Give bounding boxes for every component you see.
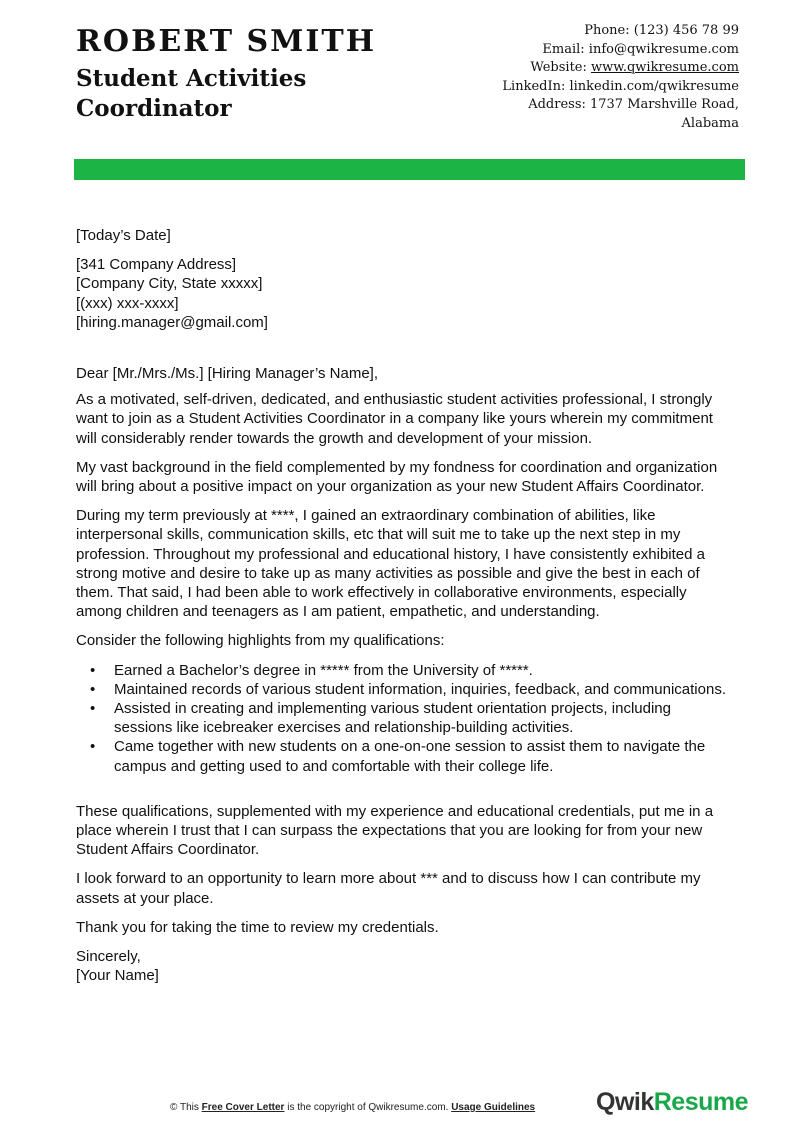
- body-paragraph: I look forward to an opportunity to learn more about *** and to discuss how I can contribute my assets at your place.: [76, 870, 701, 907]
- footer: [0, 1088, 800, 1121]
- candidate-name: ROBERT SMITH: [76, 24, 377, 59]
- qwikresume-logo: [596, 1087, 748, 1117]
- contact-linkedin: LinkedIn: linkedin.com/qwikresume: [502, 78, 739, 94]
- recipient-address-line: [341 Company Address]: [76, 256, 237, 274]
- contact-email: Email: info@qwikresume.com: [542, 41, 739, 57]
- usage-guidelines-link[interactable]: Usage Guidelines: [451, 1102, 536, 1113]
- contact-website: [439, 59, 739, 78]
- body-paragraph: My vast background in the field complemented by my fondness for coordination and organization will bring about a positive impact on your organization as your new Student Affairs Coordinator.: [76, 458, 718, 496]
- body-paragraph: These qualifications, supplemented with my experience and educational credentials, put me in a place wherein I trust that I can surpass the expectations that you are looking for from your new Student Affairs Coordinator.: [76, 802, 714, 859]
- body-paragraph: As a motivated, self-driven, dedicated, and enthusiastic student activities professional, I strongly want to join as a Student Activities Coordinator in a company like yours wherein my commitment will considerably render towards the growth and development of your mission.: [76, 391, 713, 447]
- list-item: [76, 737, 728, 775]
- bullet-icon: •: [90, 700, 96, 718]
- free-cover-letter-link[interactable]: Free Cover Letter: [201, 1102, 285, 1113]
- copyright-middle: is the copyright of Qwikresume.com.: [284, 1102, 452, 1113]
- highlights-intro: Consider the following highlights from my qualifications:: [76, 632, 445, 650]
- job-title: Student Activities Coordinator: [76, 65, 307, 122]
- list-item: [76, 661, 728, 680]
- salutation: Dear [Mr./Mrs./Ms.] [Hiring Manager’s Name],: [76, 365, 379, 383]
- list-item: [76, 680, 728, 699]
- contact-block: [439, 22, 739, 133]
- bullet-icon: •: [90, 680, 96, 698]
- letter-body: [76, 226, 728, 986]
- copyright-notice: [170, 1101, 535, 1115]
- letter-date: [Today’s Date]: [76, 227, 171, 244]
- list-item: [76, 699, 728, 737]
- accent-bar: [74, 159, 745, 180]
- contact-address-line1: Address: 1737 Marshville Road,: [528, 97, 739, 112]
- contact-phone: Phone: (123) 456 78 99: [584, 23, 739, 38]
- copyright-prefix: © This: [170, 1102, 202, 1113]
- recipient-address-line: [(xxx) xxx-xxxx]: [76, 294, 179, 312]
- logo-part-qwik: Qwik: [596, 1088, 654, 1116]
- closing-block: [76, 947, 728, 985]
- list-item-text: Assisted in creating and implementing various student orientation projects, including sessions like icebreaker exercises and relationship-building activities.: [114, 700, 671, 737]
- recipient-address-line: [hiring.manager@gmail.com]: [76, 313, 268, 331]
- website-link[interactable]: www.qwikresume.com: [591, 60, 739, 75]
- body-paragraph: Thank you for taking the time to review my credentials.: [76, 918, 439, 936]
- list-item-text: Came together with new students on a one-on-one session to assist them to navigate the campus and getting used to and comfortable with their college life.: [114, 738, 706, 775]
- signature-name: [Your Name]: [76, 967, 159, 985]
- closing: Sincerely,: [76, 948, 141, 966]
- bullet-icon: •: [90, 661, 96, 679]
- recipient-address-line: [Company City, State xxxxx]: [76, 275, 263, 293]
- highlights-list: [76, 661, 728, 776]
- recipient-address: [76, 255, 728, 332]
- list-item-text: Maintained records of various student information, inquiries, feedback, and communications.: [114, 680, 726, 698]
- logo-part-resume: Resume: [653, 1088, 749, 1116]
- list-item-text: Earned a Bachelor’s degree in ***** from the University of *****.: [114, 661, 533, 679]
- contact-address-line2: Alabama: [681, 115, 739, 131]
- bullet-icon: •: [90, 738, 96, 756]
- body-paragraph: During my term previously at ****, I gained an extraordinary combination of abilities, like interpersonal skills, communication skills, etc that will suit me to take up the next step in my profession. Throughout my professional and educational history, I have consistently exhibited a strong motive and desire to take up as many activities as possible and give the best in each of them. That said, I had been able to work effectively in collaborative environments, especially among children and teenagers as I am patient, empathetic, and understanding.: [76, 507, 705, 621]
- contact-website-label: Website:: [530, 60, 591, 75]
